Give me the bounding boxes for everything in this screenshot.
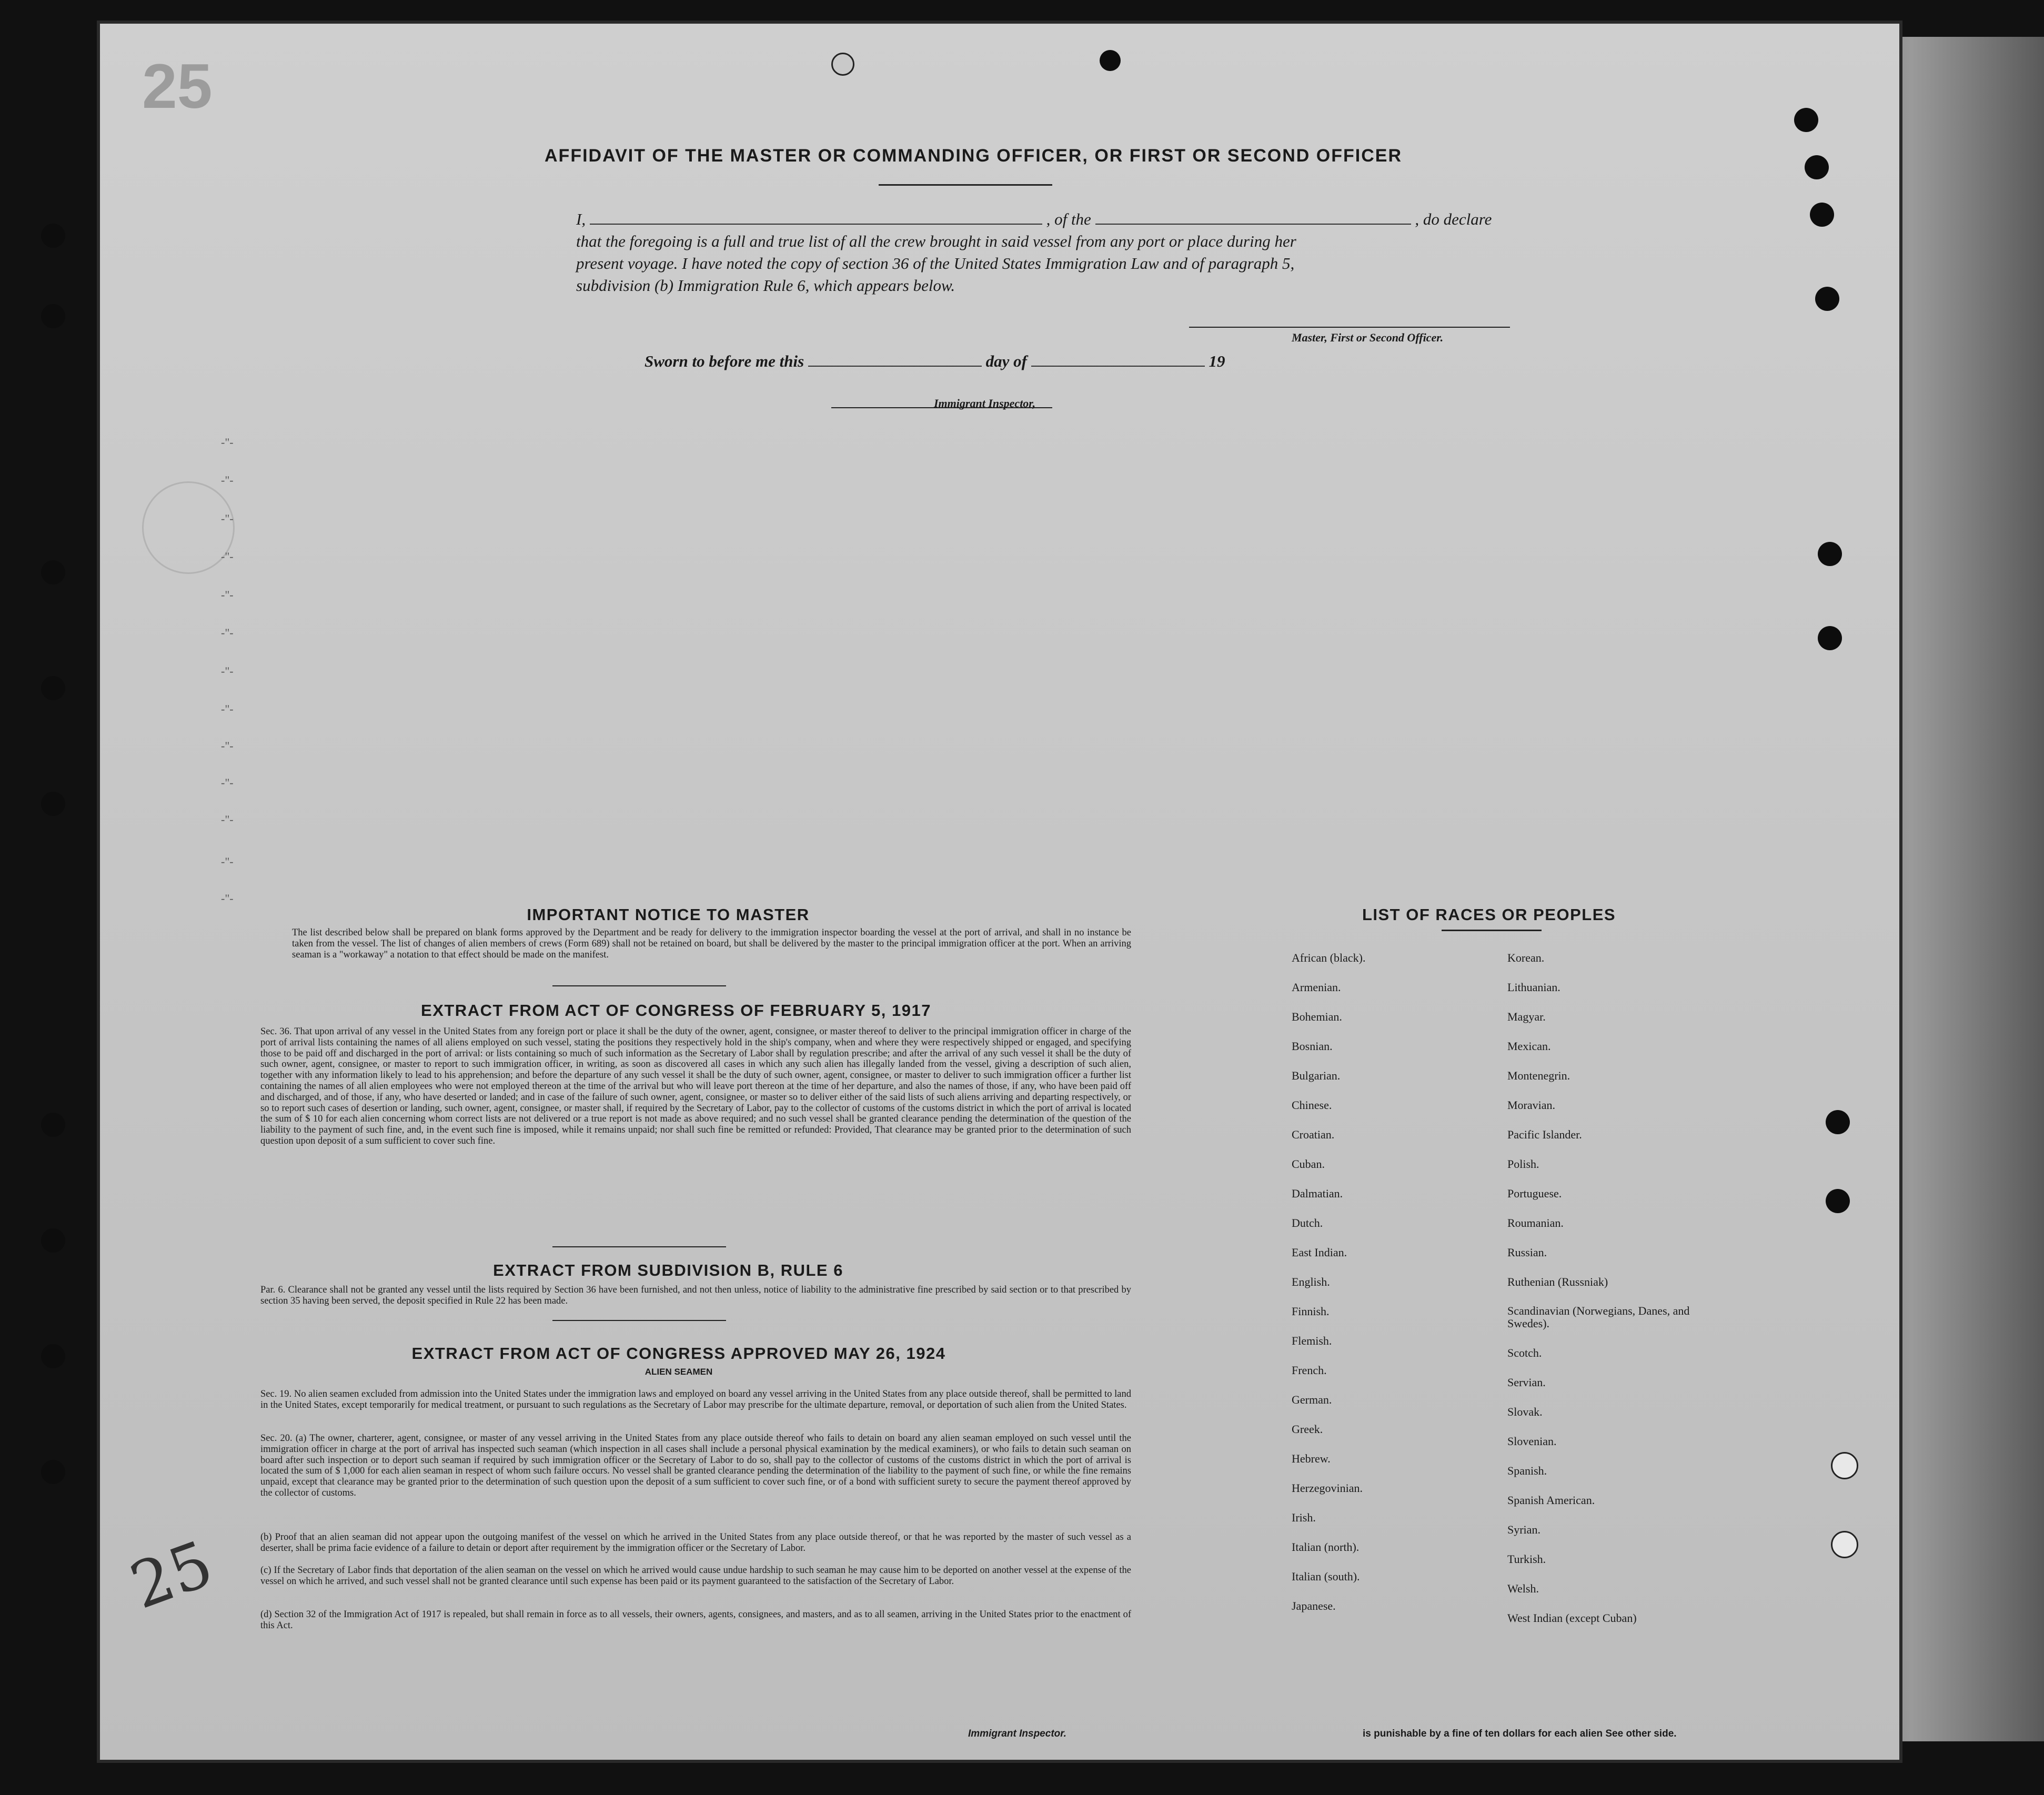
title-rule bbox=[879, 184, 1052, 186]
race-item: East Indian. bbox=[1292, 1246, 1347, 1259]
affidavit-line-3: present voyage. I have noted the copy of section 36 of the United States Immigration Law and of paragraph 5, bbox=[576, 254, 1295, 273]
race-item: Armenian. bbox=[1292, 981, 1341, 994]
race-item: Italian (north). bbox=[1292, 1540, 1360, 1554]
punch-hole bbox=[1805, 155, 1829, 179]
ditto-mark: -"- bbox=[221, 473, 234, 487]
footer-fine-notice: is punishable by a fine of ten dollars for each alien See other side. bbox=[1363, 1728, 1677, 1739]
extract-1917-rule bbox=[552, 1246, 726, 1247]
bleed-row bbox=[205, 387, 1573, 408]
sec20c-text: (c) If the Secretary of Labor finds that deportation of the alien seaman on the vessel on which he arrived would cause undue hardship to such seaman he may cause him to be deported on another vessel at the expense of the vessel on which he arrived, and such vessel shall not be granted clearance until such expense has been paid or its payment guaranteed to the satisfaction of the Secretary of Labor. bbox=[260, 1565, 1131, 1587]
ditto-mark: -"- bbox=[221, 626, 234, 639]
punch-hole bbox=[41, 1460, 65, 1484]
punch-hole bbox=[41, 1113, 65, 1137]
affidavit-line-1 bbox=[576, 209, 1565, 230]
race-item: Spanish. bbox=[1507, 1464, 1547, 1477]
ditto-mark: -"- bbox=[221, 664, 234, 678]
punch-hole bbox=[41, 1228, 65, 1253]
sworn-date-field[interactable] bbox=[808, 366, 982, 367]
rule6-title: EXTRACT FROM SUBDIVISION B, RULE 6 bbox=[493, 1261, 843, 1279]
race-item: Pacific Islander. bbox=[1507, 1128, 1582, 1141]
ditto-mark: -"- bbox=[221, 512, 234, 525]
sec20d-text: (d) Section 32 of the Immigration Act of 1917 is repealed, but shall remain in force as to all vessels, their owners, agents, consignees, and masters, and as to all seamen, arriving in the United States prior to the enactment of this Act. bbox=[260, 1609, 1131, 1631]
punch-hole bbox=[1818, 542, 1842, 566]
affidavit-of-the: , of the bbox=[1046, 210, 1091, 228]
race-item: West Indian (except Cuban) bbox=[1507, 1611, 1637, 1625]
master-label: Master, First or Second Officer. bbox=[1292, 331, 1444, 344]
ditto-mark: -"- bbox=[221, 813, 234, 826]
footer-inspector: Immigrant Inspector. bbox=[968, 1728, 1066, 1739]
manifest-page bbox=[100, 24, 1899, 1760]
notice-rule bbox=[552, 985, 726, 986]
sec20b-text: (b) Proof that an alien seaman did not appear upon the outgoing manifest of the vessel on which he arrived in the United States from any place outside thereof, or that he was reported by the master of such vessel as a deserter, shall be prima facie evidence of a failure to detain or deport after requirement by the immigration officer or the Secretary of Labor. bbox=[260, 1532, 1131, 1554]
ditto-mark: -"- bbox=[221, 892, 234, 905]
punch-hole bbox=[41, 560, 65, 584]
race-item: German. bbox=[1292, 1393, 1332, 1406]
race-item: Moravian. bbox=[1507, 1098, 1556, 1112]
punch-hole bbox=[41, 224, 65, 248]
race-item: Korean. bbox=[1507, 951, 1545, 964]
vessel-name-field[interactable] bbox=[1095, 224, 1411, 225]
race-item: Croatian. bbox=[1292, 1128, 1335, 1141]
race-item: Greek. bbox=[1292, 1423, 1323, 1436]
race-item: Polish. bbox=[1507, 1157, 1539, 1171]
race-item: Hebrew. bbox=[1292, 1452, 1331, 1465]
punch-hole bbox=[1826, 1110, 1850, 1134]
race-item: African (black). bbox=[1292, 951, 1366, 964]
punch-hole bbox=[1815, 287, 1839, 311]
race-item: Scandinavian (Norwegians, Danes, and Swedes). bbox=[1507, 1304, 1690, 1330]
inspector-label: Immigrant Inspector, bbox=[934, 397, 1036, 410]
race-item: Chinese. bbox=[1292, 1098, 1332, 1112]
race-item: Roumanian. bbox=[1507, 1216, 1564, 1229]
bleed-page-number: 25 bbox=[142, 51, 213, 122]
race-item: French. bbox=[1292, 1364, 1327, 1377]
race-item: Cuban. bbox=[1292, 1157, 1325, 1171]
race-item: Spanish American. bbox=[1507, 1494, 1595, 1507]
ditto-mark: -"- bbox=[221, 550, 234, 563]
extract-1924-subtitle: ALIEN SEAMEN bbox=[645, 1367, 713, 1377]
punch-hole bbox=[831, 53, 854, 76]
race-item: Finnish. bbox=[1292, 1305, 1330, 1318]
sec19-text: Sec. 19. No alien seamen excluded from admission into the United States under the immigration laws and employed on board any vessel arriving in the United States from any place outside thereof, shall be permitted to land in the United States, except temporarily for medical treatment, or pursuant to such regulations as the Secretary of Labor may prescribe for the ultimate departure, removal, or deportation of such alien from the United States. bbox=[260, 1389, 1131, 1410]
race-item: Welsh. bbox=[1507, 1582, 1539, 1595]
extract-1917-text: Sec. 36. That upon arrival of any vessel in the United States from any foreign port or place it shall be the duty of the owner, agent, consignee, or master thereof to deliver to the principal immigration officer in charge of the port of arrival lists containing the names of all aliens employed on such vessel, stating the positions they respectively hold in the ship's company, when and where they were respectively shipped or engaged, and specifying those to be paid off and discharged in the port of arrival: or lists containing so much of such information as the Secretary of Labor shall by regulation prescribe; and after the arrival of any such vessel it shall be the duty of such owner, agent, consignee, or master to report to such immigration officer, in writing, as soon as discovered all cases in which any such alien has illegally landed from the vessel, giving a description of such alien, together with any information likely to lead to his apprehension; and before the departure of any such vessel it shall be the duty of such owner, agent, consignee, or master to deliver to such immigration officer a further list containing the names of all alien employees who were not employed thereon at the time of the arrival but who will leave port thereon at the time of her departure, and also the names of those, if any, who have been paid off and discharged, and of those, if any, who have deserted or landed; and in case of the failure of such owner, agent, consignee, or master so to deliver either of the said lists of such aliens arriving and departing respectively, or so to report such cases of desertion or landing, such owner, agent, consignee, or master shall, if required by the Secretary of Labor, pay to the collector of customs of the customs district in which the port of arrival is located the sum of $ 10 for each alien concerning whom correct lists are not delivered or a true report is not made as above required; and no such vessel shall be granted clearance pending the determination of the question of the liability to the payment of such fine, and, in the event such fine is imposed, while it remains unpaid; nor shall such fine be remitted or refunded: Provided, That clearance may be granted prior to the determination of such question upon deposit of a sum sufficient to cover such fine. bbox=[260, 1026, 1131, 1146]
races-rule bbox=[1442, 930, 1542, 931]
rule6-text: Par. 6. Clearance shall not be granted any vessel until the lists required by Section 36 have been furnished, and not then unless, notice of liability to the administrative fine prescribed by said section or to that prescribed by section 35 having been served, the deposit specified in Rule 22 has been made. bbox=[260, 1285, 1131, 1306]
notice-title: IMPORTANT NOTICE TO MASTER bbox=[527, 905, 810, 924]
punch-hole bbox=[41, 792, 65, 816]
race-item: Bohemian. bbox=[1292, 1010, 1342, 1023]
race-item: Bulgarian. bbox=[1292, 1069, 1341, 1082]
race-item: Herzegovinian. bbox=[1292, 1481, 1363, 1495]
sworn-year: 19 bbox=[1209, 352, 1225, 370]
races-title: LIST OF RACES OR PEOPLES bbox=[1362, 905, 1616, 924]
ditto-mark: -"- bbox=[221, 702, 234, 715]
punch-hole bbox=[1826, 1189, 1850, 1213]
race-item: Dutch. bbox=[1292, 1216, 1323, 1229]
race-item: Irish. bbox=[1292, 1511, 1316, 1524]
punch-hole bbox=[1794, 108, 1818, 132]
punch-hole bbox=[41, 1344, 65, 1368]
sworn-before: Sworn to before me this bbox=[645, 352, 804, 370]
sworn-day-of: day of bbox=[985, 352, 1027, 370]
sec20a-text: Sec. 20. (a) The owner, charterer, agent, consignee, or master of any vessel arriving in the United States from any place outside thereof who fails to detain on board any alien seaman employed on such vessel until the immigration officer in charge at the port of arrival has inspected such seaman (which inspection in all cases shall include a personal physical examination by the medical examiners), or who fails to detain such seaman on board after such inspection or to deport such seaman if required by such immigration officer or the Secretary of Labor to do so, shall pay to the collector of customs of the customs district in which the port of arrival is located the sum of $ 1,000 for each alien seaman in respect of whom such failure occurs. No vessel shall be granted clearance pending the determination of the liability to the payment of such fine, or while the fine remains unpaid, except that clearance may be granted prior to the determination of such question upon the deposit of a sum sufficient to cover such fine, or of a bond with sufficient surety to secure the payment thereof approved by the collector of customs. bbox=[260, 1433, 1131, 1498]
race-item: Dalmatian. bbox=[1292, 1187, 1343, 1200]
affidavit-declare: , do declare bbox=[1415, 210, 1492, 228]
race-item: Flemish. bbox=[1292, 1334, 1332, 1347]
handwritten-page-number: 25 bbox=[121, 1527, 222, 1623]
ditto-mark: -"- bbox=[221, 739, 234, 752]
affidavit-title: AFFIDAVIT OF THE MASTER OR COMMANDING OFFICER, OR FIRST OR SECOND OFFICER bbox=[545, 146, 1402, 166]
ditto-mark: -"- bbox=[221, 776, 234, 789]
race-item: Slovenian. bbox=[1507, 1435, 1557, 1448]
race-item: Servian. bbox=[1507, 1376, 1546, 1389]
bleed-heading bbox=[1626, 103, 1634, 138]
race-item: Japanese. bbox=[1292, 1599, 1336, 1612]
extract-1924-title: EXTRACT FROM ACT OF CONGRESS APPROVED MAY 26, 1924 bbox=[411, 1344, 946, 1363]
race-item: Magyar. bbox=[1507, 1010, 1546, 1023]
affidavit-line-2: that the foregoing is a full and true list of all the crew brought in said vessel from any port or place during her bbox=[576, 232, 1296, 250]
officer-name-field[interactable] bbox=[590, 224, 1042, 225]
race-item: Ruthenian (Russniak) bbox=[1507, 1275, 1608, 1288]
punch-hole bbox=[1818, 626, 1842, 650]
race-item: Syrian. bbox=[1507, 1523, 1540, 1536]
race-item: Montenegrin. bbox=[1507, 1069, 1570, 1082]
race-item: English. bbox=[1292, 1275, 1330, 1288]
race-item: Scotch. bbox=[1507, 1346, 1542, 1359]
race-item: Portuguese. bbox=[1507, 1187, 1562, 1200]
race-item: Italian (south). bbox=[1292, 1570, 1360, 1583]
ditto-mark: -"- bbox=[221, 436, 234, 449]
punch-hole bbox=[1100, 50, 1121, 71]
rule6-rule bbox=[552, 1320, 726, 1321]
affidavit-line-4: subdivision (b) Immigration Rule 6, which appears below. bbox=[576, 276, 955, 295]
master-signature-line[interactable] bbox=[1189, 327, 1510, 328]
sworn-line bbox=[576, 351, 1565, 372]
bleed-number-bottom-left bbox=[147, 1660, 166, 1739]
sworn-month-field[interactable] bbox=[1031, 366, 1205, 367]
extract-1917-title: EXTRACT FROM ACT OF CONGRESS OF FEBRUARY 5, 1917 bbox=[421, 1001, 931, 1020]
race-item: Mexican. bbox=[1507, 1040, 1551, 1053]
notice-text: The list described below shall be prepared on blank forms approved by the Department and be ready for delivery to the immigration inspector boarding the vessel at the port of arrival, and shall in no instance be taken from the vessel. The list of changes of alien members of crews (Form 689) shall not be retained on board, but shall be delivered by the master to the principal immigration officer at the port. When an arriving seaman is a "workaway" a notation to that effect should be made on the manifest. bbox=[292, 927, 1131, 960]
punch-hole bbox=[1810, 203, 1834, 227]
race-item: Turkish. bbox=[1507, 1552, 1546, 1566]
race-item: Bosnian. bbox=[1292, 1040, 1333, 1053]
punch-hole bbox=[41, 676, 65, 700]
race-item: Russian. bbox=[1507, 1246, 1547, 1259]
ditto-mark: -"- bbox=[221, 588, 234, 601]
affidavit-i: I, bbox=[576, 210, 586, 228]
punch-hole bbox=[1831, 1452, 1858, 1479]
race-item: Lithuanian. bbox=[1507, 981, 1560, 994]
punch-hole bbox=[41, 304, 65, 328]
race-item: Slovak. bbox=[1507, 1405, 1543, 1418]
punch-hole bbox=[1831, 1531, 1858, 1558]
ditto-mark: -"- bbox=[221, 855, 234, 868]
